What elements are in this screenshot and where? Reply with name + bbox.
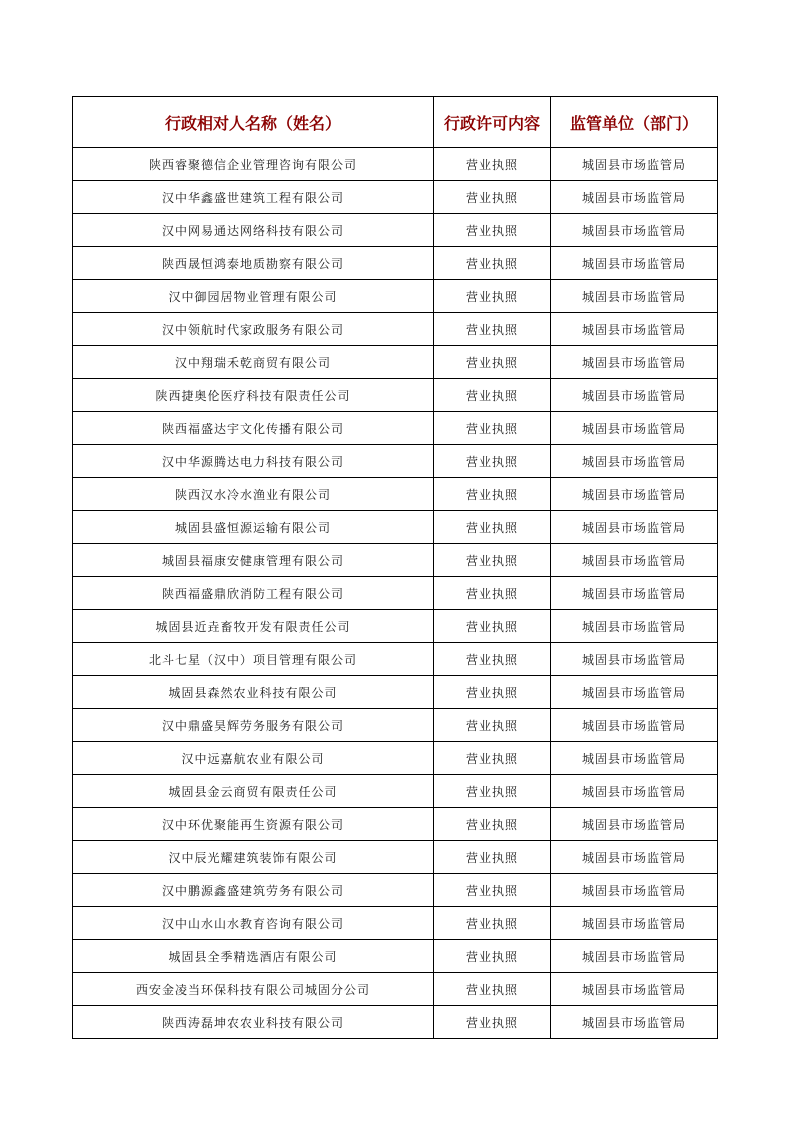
cell-name: 汉中领航时代家政服务有限公司 [73, 313, 434, 346]
cell-content: 营业执照 [434, 346, 551, 379]
cell-unit: 城固县市场监管局 [551, 313, 718, 346]
table-row [73, 841, 718, 874]
table-row [73, 544, 718, 577]
table-row [73, 676, 718, 709]
cell-content: 营业执照 [434, 841, 551, 874]
cell-unit: 城固县市场监管局 [551, 841, 718, 874]
cell-content: 营业执照 [434, 973, 551, 1006]
cell-unit: 城固县市场监管局 [551, 676, 718, 709]
cell-unit: 城固县市场监管局 [551, 643, 718, 676]
license-table [72, 96, 718, 1039]
cell-name: 汉中山水山水教育咨询有限公司 [73, 907, 434, 940]
table-row [73, 214, 718, 247]
header-row [73, 97, 718, 148]
cell-content: 营业执照 [434, 907, 551, 940]
cell-name: 汉中华鑫盛世建筑工程有限公司 [73, 181, 434, 214]
table-row [73, 313, 718, 346]
table-row [73, 643, 718, 676]
table-row [73, 775, 718, 808]
cell-content: 营业执照 [434, 478, 551, 511]
cell-name: 陕西捷奥伦医疗科技有限责任公司 [73, 379, 434, 412]
table-row [73, 907, 718, 940]
cell-content: 营业执照 [434, 610, 551, 643]
cell-name: 陕西汉水冷水渔业有限公司 [73, 478, 434, 511]
cell-unit: 城固县市场监管局 [551, 412, 718, 445]
header-name: 行政相对人名称（姓名） [73, 97, 434, 148]
cell-name: 城固县森然农业科技有限公司 [73, 676, 434, 709]
cell-unit: 城固县市场监管局 [551, 742, 718, 775]
cell-name: 城固县金云商贸有限责任公司 [73, 775, 434, 808]
table-row [73, 412, 718, 445]
cell-content: 营业执照 [434, 1006, 551, 1039]
cell-name: 陕西睿聚德信企业管理咨询有限公司 [73, 148, 434, 181]
table-row [73, 940, 718, 973]
cell-content: 营业执照 [434, 940, 551, 973]
cell-unit: 城固县市场监管局 [551, 181, 718, 214]
cell-unit: 城固县市场监管局 [551, 148, 718, 181]
table-row [73, 346, 718, 379]
table-row [73, 181, 718, 214]
cell-content: 营业执照 [434, 379, 551, 412]
cell-unit: 城固县市场监管局 [551, 478, 718, 511]
table-row [73, 247, 718, 280]
cell-unit: 城固县市场监管局 [551, 874, 718, 907]
header-unit: 监管单位（部门） [551, 97, 718, 148]
table-row [73, 511, 718, 544]
cell-name: 陕西涛磊坤农农业科技有限公司 [73, 1006, 434, 1039]
table-row [73, 610, 718, 643]
header-content: 行政许可内容 [434, 97, 551, 148]
table-row [73, 280, 718, 313]
cell-unit: 城固县市场监管局 [551, 511, 718, 544]
cell-content: 营业执照 [434, 511, 551, 544]
cell-name: 城固县全季精选酒店有限公司 [73, 940, 434, 973]
table-row [73, 709, 718, 742]
cell-unit: 城固县市场监管局 [551, 445, 718, 478]
cell-name: 汉中辰光耀建筑装饰有限公司 [73, 841, 434, 874]
cell-unit: 城固县市场监管局 [551, 1006, 718, 1039]
table-row [73, 148, 718, 181]
cell-content: 营业执照 [434, 412, 551, 445]
cell-name: 汉中远嘉航农业有限公司 [73, 742, 434, 775]
cell-name: 西安金凌当环保科技有限公司城固分公司 [73, 973, 434, 1006]
cell-name: 陕西福盛达宇文化传播有限公司 [73, 412, 434, 445]
cell-unit: 城固县市场监管局 [551, 940, 718, 973]
cell-content: 营业执照 [434, 544, 551, 577]
cell-content: 营业执照 [434, 280, 551, 313]
cell-unit: 城固县市场监管局 [551, 973, 718, 1006]
table-row [73, 478, 718, 511]
cell-content: 营业执照 [434, 742, 551, 775]
cell-name: 城固县近垚畜牧开发有限责任公司 [73, 610, 434, 643]
cell-content: 营业执照 [434, 445, 551, 478]
table-row [73, 1006, 718, 1039]
cell-content: 营业执照 [434, 676, 551, 709]
cell-unit: 城固县市场监管局 [551, 709, 718, 742]
cell-unit: 城固县市场监管局 [551, 577, 718, 610]
cell-name: 汉中网易通达网络科技有限公司 [73, 214, 434, 247]
cell-unit: 城固县市场监管局 [551, 808, 718, 841]
cell-content: 营业执照 [434, 643, 551, 676]
cell-name: 汉中环优聚能再生资源有限公司 [73, 808, 434, 841]
cell-unit: 城固县市场监管局 [551, 610, 718, 643]
cell-name: 汉中翔瑞禾乾商贸有限公司 [73, 346, 434, 379]
table-body [73, 148, 718, 1039]
cell-unit: 城固县市场监管局 [551, 775, 718, 808]
cell-content: 营业执照 [434, 214, 551, 247]
cell-name: 汉中御园居物业管理有限公司 [73, 280, 434, 313]
cell-name: 汉中鼎盛昊辉劳务服务有限公司 [73, 709, 434, 742]
cell-content: 营业执照 [434, 313, 551, 346]
cell-name: 陕西晟恒鸿泰地质勘察有限公司 [73, 247, 434, 280]
cell-content: 营业执照 [434, 874, 551, 907]
table-row [73, 973, 718, 1006]
cell-name: 汉中鹏源鑫盛建筑劳务有限公司 [73, 874, 434, 907]
cell-name: 城固县福康安健康管理有限公司 [73, 544, 434, 577]
cell-name: 陕西福盛鼎欣消防工程有限公司 [73, 577, 434, 610]
cell-unit: 城固县市场监管局 [551, 280, 718, 313]
cell-content: 营业执照 [434, 148, 551, 181]
cell-content: 营业执照 [434, 709, 551, 742]
cell-unit: 城固县市场监管局 [551, 214, 718, 247]
cell-unit: 城固县市场监管局 [551, 346, 718, 379]
cell-unit: 城固县市场监管局 [551, 544, 718, 577]
cell-content: 营业执照 [434, 181, 551, 214]
table-row [73, 445, 718, 478]
table-row [73, 742, 718, 775]
cell-content: 营业执照 [434, 577, 551, 610]
cell-name: 城固县盛恒源运输有限公司 [73, 511, 434, 544]
cell-content: 营业执照 [434, 775, 551, 808]
cell-content: 营业执照 [434, 247, 551, 280]
cell-name: 汉中华源腾达电力科技有限公司 [73, 445, 434, 478]
cell-name: 北斗七星（汉中）项目管理有限公司 [73, 643, 434, 676]
table-row [73, 874, 718, 907]
cell-content: 营业执照 [434, 808, 551, 841]
cell-unit: 城固县市场监管局 [551, 379, 718, 412]
table-row [73, 577, 718, 610]
table-row [73, 379, 718, 412]
cell-unit: 城固县市场监管局 [551, 247, 718, 280]
table-row [73, 808, 718, 841]
cell-unit: 城固县市场监管局 [551, 907, 718, 940]
